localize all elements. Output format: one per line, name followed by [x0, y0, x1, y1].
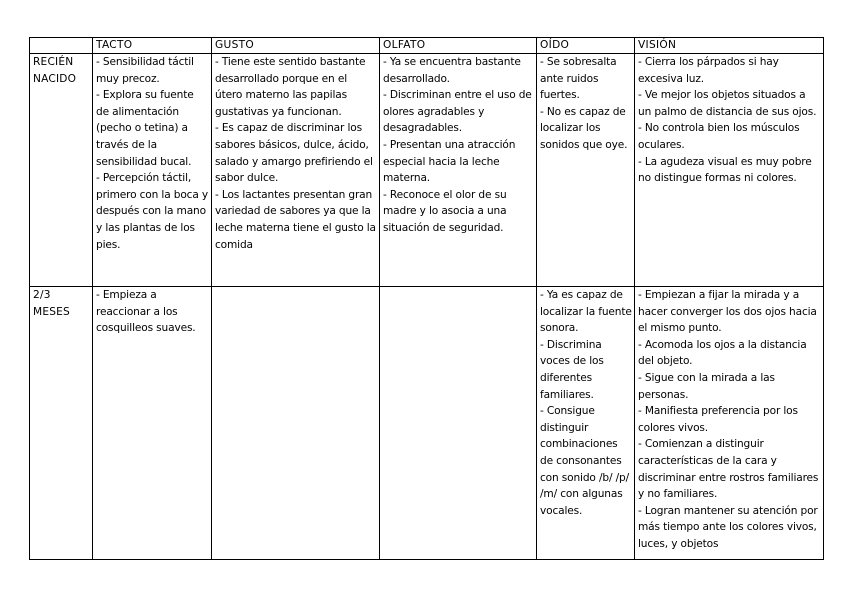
- cell-item: - La agudeza visual es muy pobre no distingue formas ni colores.: [638, 155, 812, 185]
- header-stage: [30, 38, 93, 54]
- cell-item: - Presentan una atracción especial hacia la leche materna.: [383, 138, 516, 185]
- cell-item: - Ya es capaz de localizar la fuente sonora.: [540, 289, 632, 335]
- row-label-recien-nacido: [30, 54, 93, 287]
- cell-gusto: [212, 287, 380, 560]
- cell-vision: [635, 54, 824, 287]
- cell-item: - Cierra los párpados si hay excesiva luz.: [638, 56, 779, 85]
- cell-tacto: [93, 54, 212, 287]
- header-tacto: TACTO: [93, 38, 212, 54]
- cell-item: - Ve mejor los objetos situados a un palmo de distancia de sus ojos.: [638, 89, 817, 118]
- cell-oido: [537, 287, 635, 560]
- header-olfato: OLFATO: [380, 38, 537, 54]
- row-label-line: MESES: [33, 305, 70, 318]
- cell-item: - Sigue con la mirada a las personas.: [638, 371, 775, 401]
- cell-item: - Acomoda los ojos a la distancia del objeto.: [638, 338, 807, 368]
- table-row-recien-nacido: [30, 54, 824, 287]
- cell-item: - No es capaz de localizar los sonidos que oye.: [540, 105, 628, 151]
- table-header-row: [30, 38, 824, 54]
- cell-item: - Sensibilidad táctil muy precoz.: [96, 56, 194, 85]
- sensory-development-table: [29, 37, 824, 560]
- row-label-line: NACIDO: [33, 72, 77, 85]
- cell-item: - Discrimina voces de los diferentes familiares.: [540, 338, 604, 401]
- cell-item: - Ya se encuentra bastante desarrollado.: [383, 56, 521, 85]
- cell-item: - Explora su fuente de alimentación (pecho o tetina) a través de la sensibilidad bucal.: [96, 89, 194, 168]
- row-label-2-3-meses: [30, 287, 93, 560]
- cell-item: - No controla bien los músculos oculares.: [638, 122, 800, 151]
- cell-item: - Consigue distinguir combinaciones de consonantes con sonido /b/ /p/ /m/ con algunas vocales.: [540, 405, 630, 517]
- cell-olfato: [380, 287, 537, 560]
- cell-item: - Se sobresalta ante ruidos fuertes.: [540, 56, 617, 102]
- cell-gusto: [212, 54, 380, 287]
- cell-item: - Reconoce el olor de su madre y lo asocia a una situación de seguridad.: [383, 188, 507, 234]
- cell-item: - Percepción táctil, primero con la boca y después con la mano y las plantas de los pies.: [96, 172, 209, 251]
- row-label-line: RECIÉN: [33, 56, 74, 68]
- cell-olfato: [380, 54, 537, 287]
- cell-oido: [537, 54, 635, 287]
- cell-vision: [635, 287, 824, 560]
- cell-item: - Manifiesta preferencia por los colores vivos.: [638, 405, 798, 434]
- header-oido: OÍDO: [537, 38, 635, 54]
- cell-item: - Logran mantener su atención por más tiempo ante los colores vivos, luces, y objetos: [638, 504, 818, 550]
- cell-item: - Los lactantes presentan gran variedad de sabores ya que la leche materna tiene el gusto la comida: [215, 188, 376, 251]
- cell-item: - Empieza a reaccionar a los cosquilleos suaves.: [96, 289, 196, 335]
- header-gusto: GUSTO: [212, 38, 380, 54]
- table-row-2-3-meses: [30, 287, 824, 560]
- cell-item: - Discriminan entre el uso de olores agradables y desagradables.: [383, 89, 532, 135]
- cell-tacto: [93, 287, 212, 560]
- cell-item: - Empiezan a fijar la mirada y a hacer converger los dos ojos hacia el mismo punto.: [638, 289, 817, 335]
- cell-item: - Comienzan a distinguir características de la cara y discriminar entre rostros familiares y no familiares.: [638, 438, 819, 501]
- cell-item: - Es capaz de discriminar los sabores básicos, dulce, ácido, salado y amargo prefiriendo el sabor dulce.: [215, 122, 373, 185]
- row-label-line: 2/3: [33, 289, 51, 301]
- header-vision: VISIÓN: [635, 38, 824, 54]
- cell-item: - Tiene este sentido bastante desarrollado porque en el útero materno las papilas gustativas ya funcionan.: [215, 56, 366, 118]
